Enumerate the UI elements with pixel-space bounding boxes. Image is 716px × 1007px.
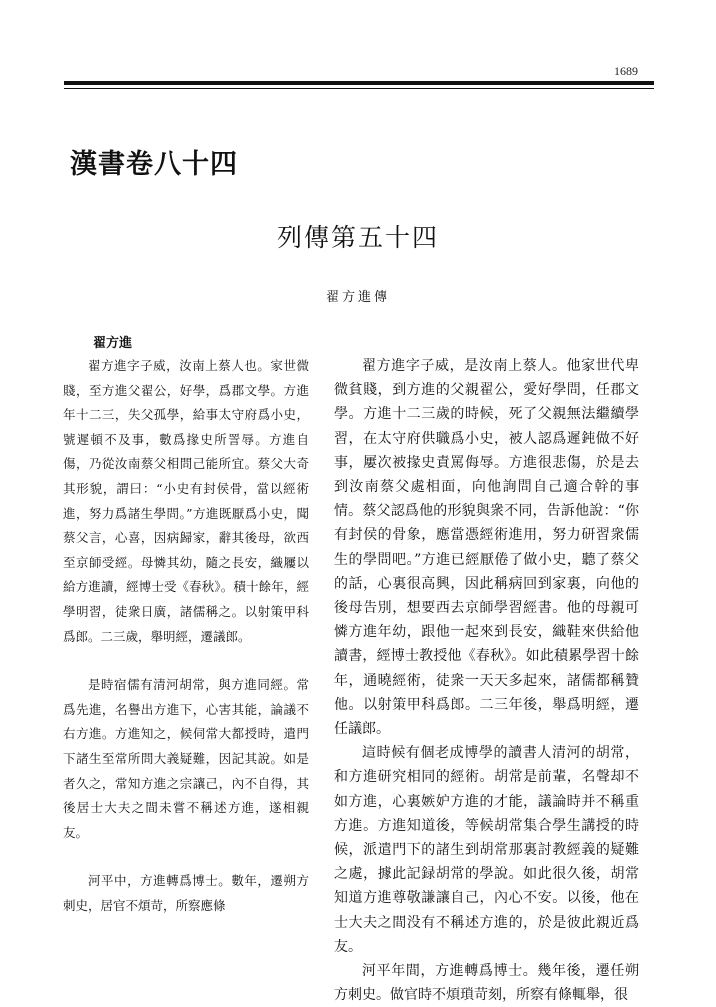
classical-paragraph: 河平中，方進轉爲博士。數年，遷朔方刺史，居官不煩苛，所察應條 <box>63 873 309 913</box>
translation-paragraph: 河平年間，方進轉爲博士。幾年後，遷任朔方刺史。做官時不煩瑣苛刻，所察有條輒舉，很 <box>334 963 639 1004</box>
volume-title: 漢書卷八十四 <box>70 149 238 180</box>
translation-paragraph: 這時候有個老成博學的讀書人清河的胡常，和方進研究相同的經術。胡常是前輩，名聲却不如方進，心裏嫉妒方進的才能，議論時并不稱重方進。方進知道後，等候胡常集合學生講授的時候，派遣門下的諸生到胡常那裏討教經義的疑難之處，據此記録胡常的學說。如此很久後，胡常知道方進尊敬謙讓自己，內心不安。以後，他在士大夫之間没有不稱述方進的，於是彼此親近爲友。 <box>334 745 639 955</box>
header-rule-thin <box>64 88 654 89</box>
classical-text-column <box>63 354 309 918</box>
translation-paragraph: 翟方進字子威，是汝南上蔡人。他家世代卑微貧賤，到方進的父親翟公，愛好學問，任郡文學。方進十二三歲的時候，死了父親無法繼續學習，在太守府供職爲小史，被人認爲遲鈍做不好事，屢次被掾史責罵侮辱。方進很悲傷，於是去到汝南蔡父處相面，向他詢問自己適合幹的事情。蔡父認爲他的形貌與衆不同，告訴他說：“你有封侯的骨象，應當憑經術進用，努力研習衆儒生的學問吧。”方進已經厭倦了做小史，聽了蔡父的話，心裏很高興，因此稱病回到家裏，向他的後母告別，想要西去京師學習經書。他的母親可憐方進年幼，跟他一起來到長安，織鞋來供給他讀書，經博士教授他《春秋》。如此積累學習十餘年，通曉經術，徒衆一天天多起來，諸儒都稱贊他。以射策甲科爲郎。二三年後，舉爲明經，遷任議郎。 <box>334 358 639 738</box>
classical-paragraph: 翟方進字子威，汝南上蔡人也。家世微賤，至方進父翟公，好學，爲郡文學。方進年十二三，失父孤學，給事太守府爲小史，號遲頓不及事，數爲掾史所詈辱。方進自傷，乃從汝南蔡父相問己能所宜。蔡父大奇其形貌，謂曰：“小史有封侯骨，當以經術進，努力爲諸生學問。”方進既厭爲小史，聞蔡父言，心喜，因病歸家，辭其後母，欲西至京師受經。母憐其幼，隨之長安，織屨以給方進讀，經博士受《春秋》。積十餘年，經學明習，徒衆日廣，諸儒稱之。以射策甲科爲郎。二三歲，舉明經，遷議郎。 <box>63 358 309 644</box>
page-number: 1689 <box>614 64 638 78</box>
classical-paragraph: 是時宿儒有清河胡常，與方進同經。常爲先進，名譽出方進下，心害其能，論議不右方進。方進知之，候伺常大都授時，遣門下諸生至常所問大義疑難，因記其說。如是者久之，常知方進之宗讓己，內不自得，其後居士大夫之間未嘗不稱述方進，遂相親友。 <box>63 677 309 840</box>
header-rule-thick <box>64 81 654 85</box>
section-heading: 翟方進 <box>93 336 133 351</box>
translation-column <box>334 354 639 1007</box>
chapter-title: 列傳第五十四 <box>276 223 439 252</box>
biography-title: 翟方進傳 <box>325 290 390 305</box>
